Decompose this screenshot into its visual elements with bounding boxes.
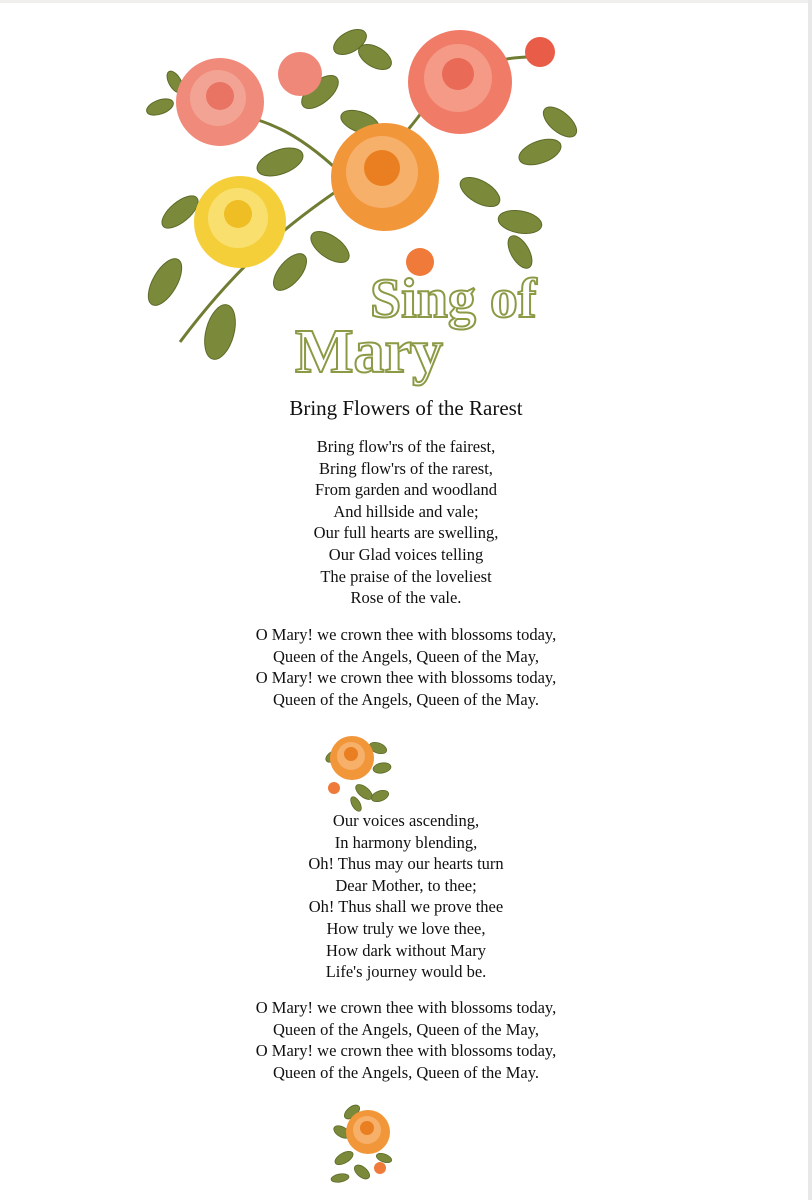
refrain-line: Queen of the Angels, Queen of the May, — [272, 1019, 540, 1039]
refrain-line: Queen of the Angels, Queen of the May, — [272, 646, 540, 666]
rose-bouquet-illustration — [120, 12, 600, 392]
verse-line: How dark without Mary — [326, 940, 486, 960]
refrain-line: O Mary! we crown thee with blossoms today, — [255, 1041, 557, 1061]
refrain-line: Queen of the Angels, Queen of the May. — [272, 1062, 540, 1082]
verse-line: Our Glad voices telling — [328, 544, 484, 564]
verse-line: The praise of the loveliest — [320, 566, 492, 586]
rose-icon — [322, 1102, 402, 1188]
verse-line: From garden and woodland — [315, 480, 497, 500]
refrain-1 — [0, 624, 812, 710]
verse-line: And hillside and vale; — [333, 501, 479, 521]
verse-1 — [0, 436, 812, 609]
rose-divider-1 — [320, 726, 400, 812]
art-title-line2: Mary — [295, 318, 444, 386]
verse-line: Oh! Thus may our hearts turn — [308, 854, 504, 874]
verse-line: In harmony blending, — [334, 832, 478, 852]
rose-bouquet-icon — [120, 12, 600, 392]
top-border — [0, 0, 812, 3]
verse-line: How truly we love thee, — [326, 918, 486, 938]
refrain-line: O Mary! we crown thee with blossoms today, — [255, 668, 557, 688]
verse-line: Life's journey would be. — [325, 962, 487, 982]
song-title: Bring Flowers of the Rarest — [289, 396, 523, 420]
verse-line: Bring flow'rs of the rarest, — [319, 458, 493, 478]
verse-2 — [0, 810, 812, 983]
verse-line: Our voices ascending, — [332, 811, 480, 830]
verse-line: Bring flow'rs of the fairest, — [316, 437, 496, 456]
refrain-line: O Mary! we crown thee with blossoms today, — [255, 998, 557, 1017]
verse-line: Oh! Thus shall we prove thee — [308, 897, 504, 917]
refrain-line: Queen of the Angels, Queen of the May. — [272, 689, 540, 709]
verse-line: Rose of the vale. — [350, 588, 462, 608]
verse-line: Our full hearts are swelling, — [313, 523, 499, 543]
rose-icon — [320, 726, 400, 812]
verse-line: Dear Mother, to thee; — [335, 875, 477, 895]
rose-divider-2 — [322, 1102, 402, 1188]
art-title-line1: Sing of — [370, 268, 537, 330]
refrain-line: O Mary! we crown thee with blossoms today, — [255, 625, 557, 644]
refrain-2 — [0, 997, 812, 1083]
